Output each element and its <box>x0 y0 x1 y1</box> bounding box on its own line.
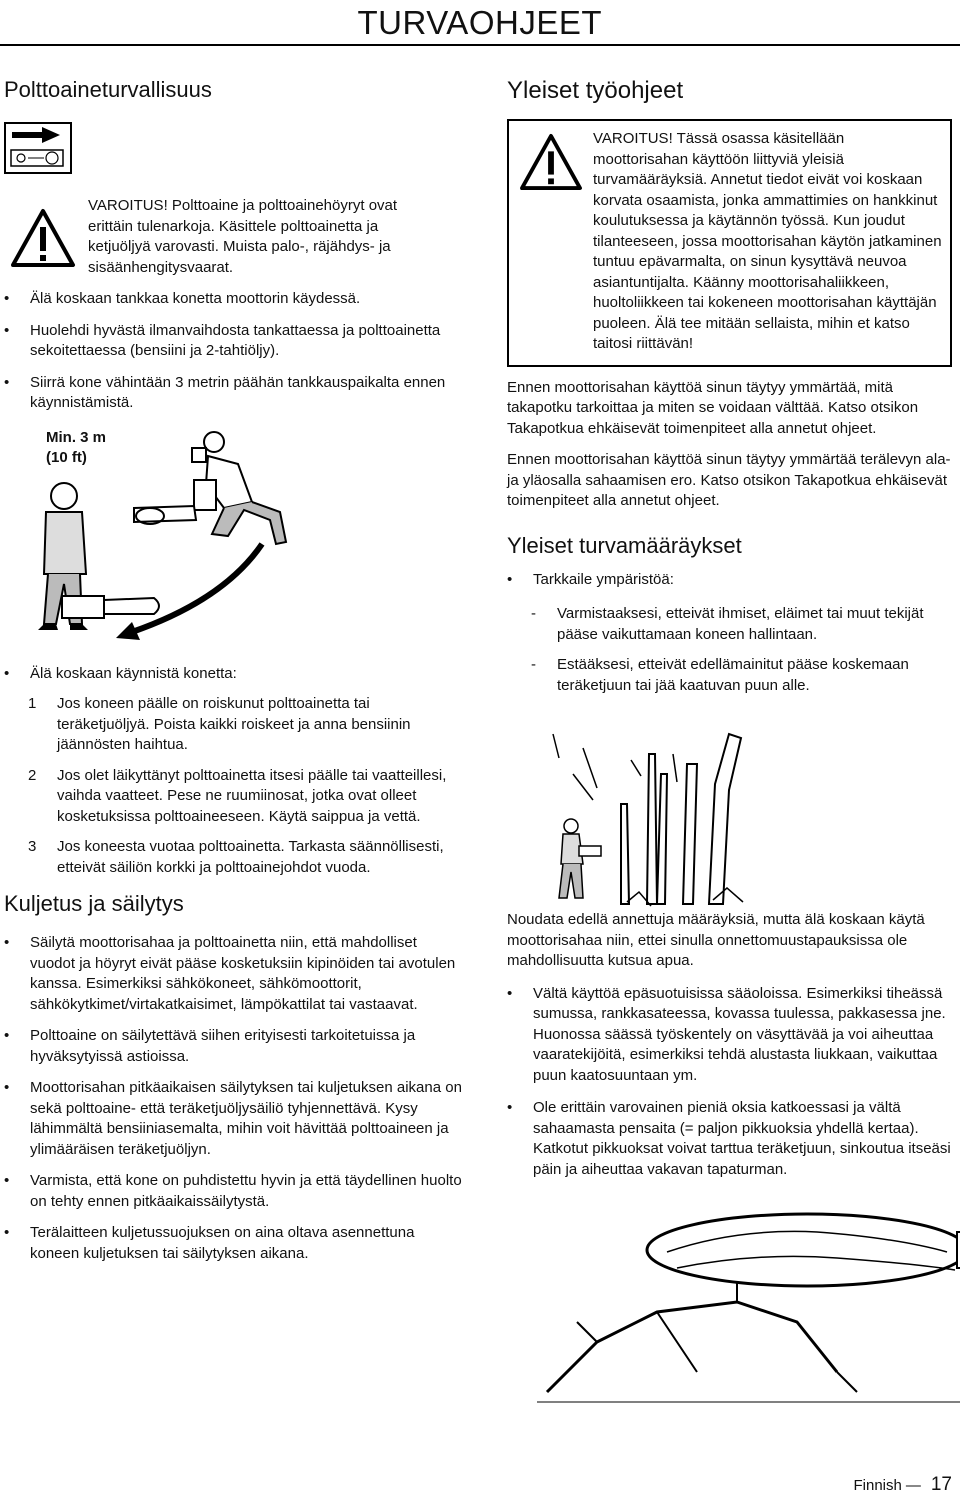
page-footer: Finnish — 17 <box>853 1474 952 1494</box>
list-item: • Älä koskaan tankkaa konetta moottorin käydessä. <box>4 289 464 310</box>
list-item: • Moottorisahan pitkäaikaisen säilytyksen tai kuljetuksen aikana on sekä polttoaine- että teräketjuöljysäiliö tyhjennettävä. Kysy lähimmältä bensiiniasemalta, mihin voit hävittää polttoaineen ja ylimääräisen teräketjuöljyn. <box>4 1078 464 1160</box>
bent-branch-icon <box>537 1192 960 1412</box>
kickback-paragraph-2: Ennen moottorisahan käyttöä sinun täytyy ymmärtää terälevyn ala- ja yläosalla sahaamisen ero. Katso otsikon Takapotkua ehkäisevät toimenpiteet alla annetut ohjeet. <box>507 451 951 509</box>
transport-section-title: Kuljetus ja säilytys <box>4 891 184 916</box>
list-item: • Siirrä kone vähintään 3 metrin päähän tankkauspaikalta ennen käynnistämistä. <box>4 373 464 414</box>
item-text: Jos koneesta vuotaa polttoainetta. Tarkasta säännöllisesti, etteivät säiliön korkki ja polttoainejohdot vuoda. <box>57 838 444 876</box>
item-number: 3 <box>28 838 37 855</box>
fuel-warning-text: VAROITUS! Polttoaine ja polttoainehöyryt ovat erittäin tulenarkoja. Käsittele polttoainetta ja ketjuöljyä varovasti. Muista palo-, räjähdys- ja sisäänhengitysvaarat. <box>88 197 398 276</box>
item-text: Jos koneen päälle on roiskunut polttoainetta tai teräketjuöljyä. Poista kaikki roiskeet ja anna bensiinin jäännösten haihtua. <box>57 695 411 753</box>
general-section-title: Yleiset työohjeet <box>507 77 684 104</box>
fuel-arrow-stop-icon <box>4 122 72 174</box>
warning-triangle-icon <box>519 133 583 191</box>
refuel-scene-icon <box>24 424 324 660</box>
refuel-distance-illustration <box>4 428 464 664</box>
item-number: 2 <box>28 766 37 784</box>
page-header <box>0 0 960 50</box>
page-number: 17 <box>930 1474 952 1494</box>
item-text: Jos olet läikyttänyt polttoainetta itsesi päälle tai vaatteillesi, vaihda vaatteet. Pese ne ruumiinosat, jotka ovat olleet kosketuksissa polttoaineeseen. Käytä saippua ja vettä. <box>57 766 447 825</box>
rules-paragraph: Noudata edellä annettuja määräyksiä, mutta älä koskaan käytä moottorisahaa niin, ettei sinulla onnettomuustapauksissa ole mahdollisuutta kutsua apua. <box>507 911 925 969</box>
kickback-paragraph-1: Ennen moottorisahan käyttöä sinun täytyy ymmärtää, mitä takapotku tarkoittaa ja miten se voidaan välttää. Katso otsikon Takapotkua ehkäisevät toimenpiteet alla annetut ohjeet. <box>507 378 919 437</box>
start-bullets <box>4 664 464 685</box>
page-title: TURVAOHJEET <box>357 4 602 41</box>
felling-trees-icon <box>537 714 777 910</box>
dash-item: - Varmistaaksesi, etteivät ihmiset, eläimet tai muut tekijät pääse vaikuttamaan koneen hallintaan. <box>507 604 952 645</box>
warning-triangle-icon <box>10 208 76 268</box>
general-warning-text: VAROITUS! Tässä osassa käsitellään moottorisahan käyttöön liittyviä yleisiä turvamääräyksiä. Annetut tiedot eivät voi koskaan korvata osaamista, jonka ammattimies on hankkinut koulutuksessa ja käytännön työssä. Kun joudut tilanteeseen, jossa moottorisahan käytön jatkaminen tuntuu epävarmalta, on sinun kysyttävä neuvoa asiantuntijalta. Käänny moottorisahaliikkeen, huoltoliikkeen tai kokeneen moottorisahan käyttäjän puoleen. Älä tee mitään sellaista, mihin et katso taitosi riittävän! <box>593 130 942 352</box>
fuel-section-title: Polttoaineturvallisuus <box>4 77 212 102</box>
dash-item: - Estääksesi, etteivät edellämainitut pääse koskemaan teräketjuun tai jää kaatuvan puun alle. <box>507 655 952 696</box>
list-item: • Älä koskaan käynnistä konetta: <box>4 664 464 685</box>
list-item: • Varmista, että kone on puhdistettu hyvin ja että täydellinen huolto on tehty ennen pitkäaikaissäilytystä. <box>4 1171 464 1212</box>
fuel-stop-symbol <box>4 122 72 174</box>
list-item: • Huolehdi hyvästä ilmanvaihdosta tankattaessa ja polttoainetta sekoitettaessa (bensiini ja 2-tahtiöljy). <box>4 321 464 362</box>
list-item: • Polttoaine on säilytettävä siihen erityisesti tarkoitetuissa ja hyväksytyissä astioissa. <box>4 1026 464 1067</box>
right-column <box>507 70 952 1412</box>
rules-bullets-top <box>507 570 952 591</box>
footer-language: Finnish <box>853 1477 902 1494</box>
numbered-item <box>4 766 464 828</box>
header-rule <box>0 44 960 46</box>
forest-illustration <box>507 714 952 910</box>
list-item: • Vältä käyttöä epäsuotuisissa sääoloissa. Esimerkiksi tiheässä sumussa, rankkasateessa, kovassa tuulessa, pakkasessa jne. Huonossa säässä työskentely on väsyttävää ja voi aiheuttaa vaaratekijöitä, esimerkiksi tehdä alustasta liukkaan, vaikuttaa puun kaatosuuntaan ym. <box>507 984 952 1087</box>
general-warning-box <box>507 119 952 367</box>
fuel-warning-box <box>4 196 464 278</box>
start-numbered-list <box>4 694 464 878</box>
numbered-item <box>4 837 464 878</box>
rules-bullets-bottom <box>507 984 952 1181</box>
fuel-bullets <box>4 289 464 414</box>
item-number: 1 <box>28 695 37 712</box>
list-item: • Ole erittäin varovainen pieniä oksia katkoessasi ja vältä sahaamasta pensaita (= paljon pikkuoksia yhdellä kertaa). Katkotut pikkuoksat voivat tarttua teräketjuun, sinkoutua itseäsi päin ja aiheuttaa vakavan tapaturman. <box>507 1098 952 1180</box>
distance-imperial: (10 ft) <box>46 449 87 466</box>
rules-dash-list <box>507 604 952 696</box>
distance-metric: Min. 3 m <box>46 428 107 446</box>
rules-section-title: Yleiset turvamääräykset <box>507 532 742 558</box>
list-item: • Terälaitteen kuljetussuojuksen on aina oltava asennettuna koneen kuljetuksen tai säilytyksen aikana. <box>4 1223 464 1264</box>
list-item: • Säilytä moottorisahaa ja polttoainetta niin, että mahdolliset vuodot ja höyryt eivät pääse kosketuksiin kipinöiden tai avotulen kanssa. Esimerkiksi sähkökoneet, sähkömoottorit, sähkökytkimet/virtakatkaisimet, lämpökattilat tai vastaavat. <box>4 933 464 1015</box>
list-item: • Tarkkaile ympäristöä: <box>507 570 952 591</box>
left-column <box>4 70 464 1264</box>
numbered-item <box>4 694 464 756</box>
transport-bullets <box>4 933 464 1264</box>
bent-branch-illustration <box>507 1192 952 1412</box>
